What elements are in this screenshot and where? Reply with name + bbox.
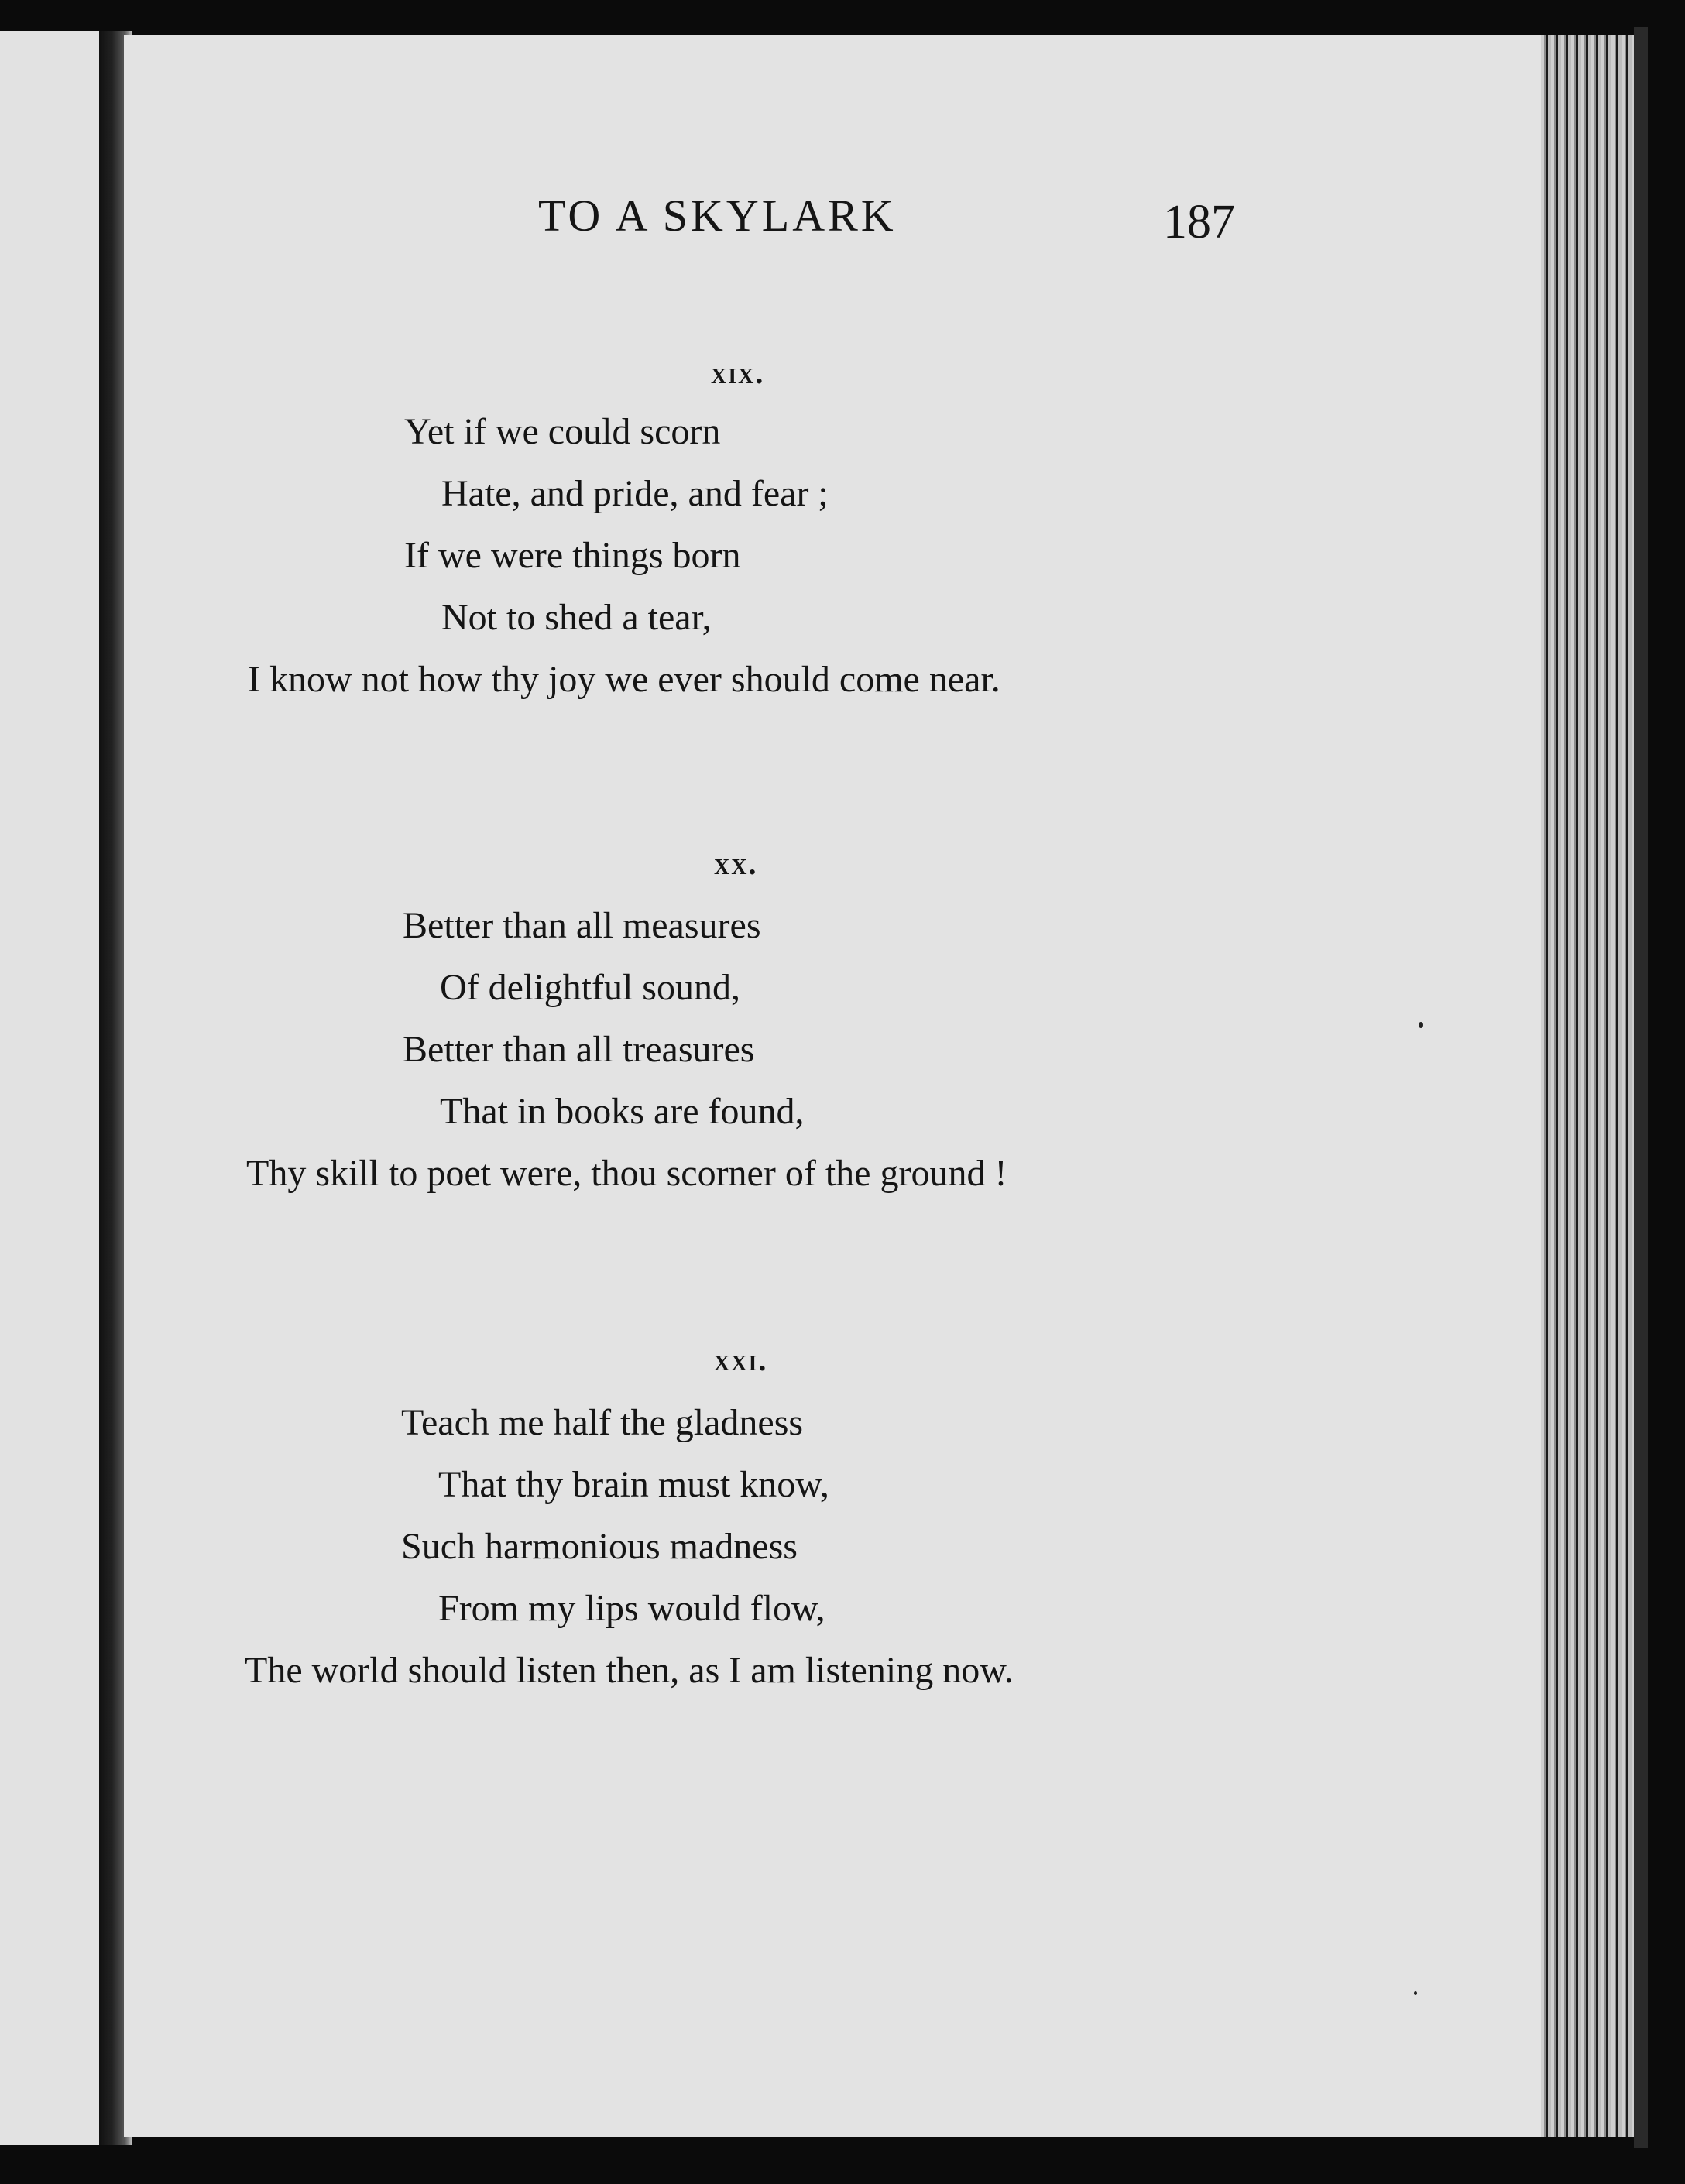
poem-line: That thy brain must know, bbox=[438, 1464, 829, 1505]
poem-line: Hate, and pride, and fear ; bbox=[441, 473, 829, 514]
paper-speck bbox=[1414, 1991, 1417, 1995]
poem-line: If we were things born bbox=[404, 535, 741, 576]
paper-speck bbox=[1419, 1022, 1423, 1028]
stanza-number: xx. bbox=[714, 846, 758, 881]
poem-line: Such harmonious madness bbox=[401, 1526, 798, 1567]
poem-line: The world should listen then, as I am listening now. bbox=[245, 1650, 1014, 1691]
stanza-number: xxi. bbox=[714, 1342, 768, 1377]
poem-line: That in books are found, bbox=[440, 1091, 805, 1132]
poem-line: Better than all measures bbox=[403, 905, 761, 946]
left-page-edge bbox=[0, 31, 99, 2145]
poem-line: I know not how thy joy we ever should come near. bbox=[248, 659, 1000, 700]
poem-line: Thy skill to poet were, thou scorner of the ground ! bbox=[246, 1153, 1007, 1194]
book-cover-edge bbox=[1634, 27, 1648, 2148]
stanza-number: xix. bbox=[711, 355, 765, 390]
poem-line: Yet if we could scorn bbox=[404, 411, 721, 452]
running-header-title: TO A SKYLARK bbox=[538, 190, 897, 241]
poem-line: Better than all treasures bbox=[403, 1029, 755, 1070]
page-number: 187 bbox=[1163, 196, 1235, 249]
poem-line: From my lips would flow, bbox=[438, 1588, 825, 1629]
book-page bbox=[124, 35, 1549, 2137]
poem-line: Not to shed a tear, bbox=[441, 597, 712, 638]
poem-line: Of delightful sound, bbox=[440, 967, 740, 1008]
page-stack-edges bbox=[1541, 35, 1634, 2137]
poem-line: Teach me half the gladness bbox=[401, 1402, 804, 1443]
